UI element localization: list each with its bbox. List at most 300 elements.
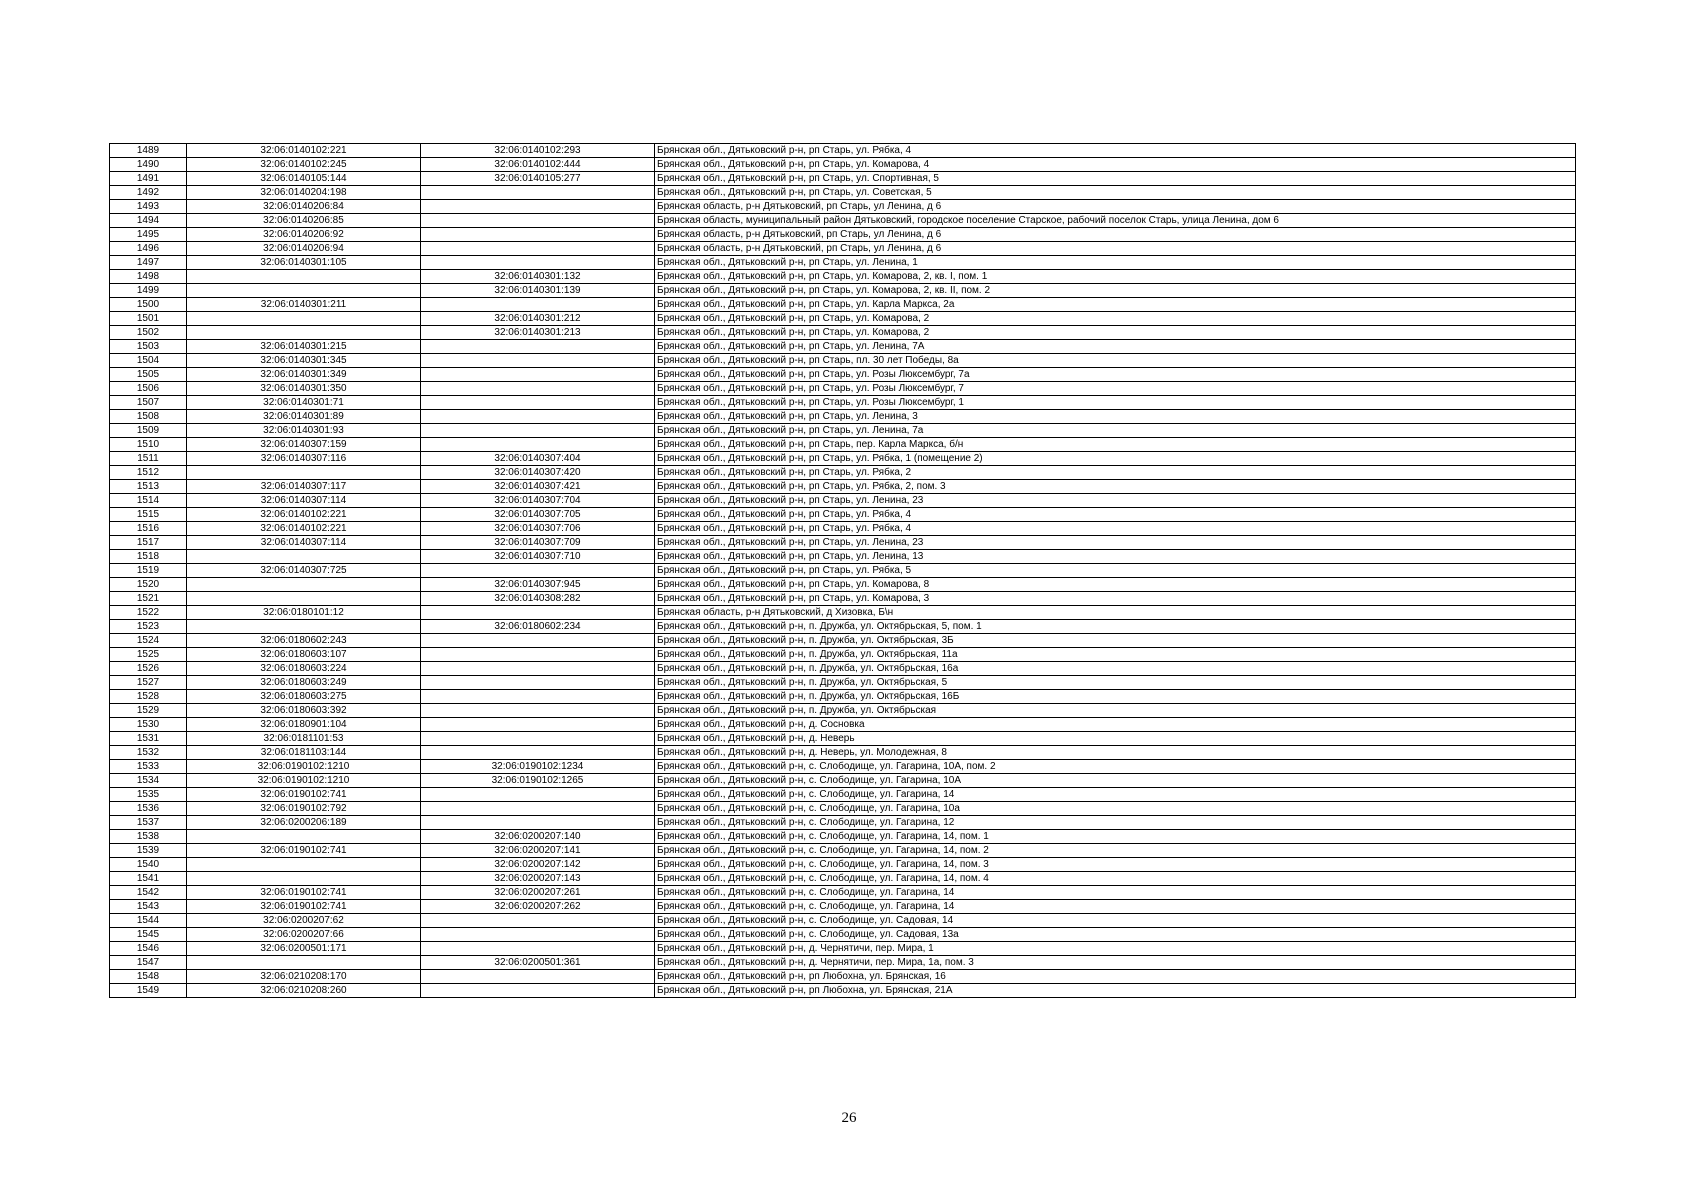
cadastral-number-land-cell: 32:06:0140301:71	[187, 396, 421, 410]
cadastral-number-object-cell: 32:06:0140307:420	[421, 466, 655, 480]
cadastral-number-object-cell	[421, 438, 655, 452]
table-row	[110, 634, 1576, 648]
cadastral-number-land-cell: 32:06:0210208:170	[187, 970, 421, 984]
cadastral-number-land-cell: 32:06:0210208:260	[187, 984, 421, 998]
cadastral-number-land-cell: 32:06:0190102:1210	[187, 760, 421, 774]
table-row	[110, 438, 1576, 452]
row-number-cell: 1542	[110, 886, 187, 900]
cadastral-number-object-cell	[421, 186, 655, 200]
cadastral-number-land-cell: 32:06:0200206:189	[187, 816, 421, 830]
cadastral-number-object-cell	[421, 914, 655, 928]
address-cell: Брянская обл., Дятьковский р-н, рп Старь, ул. Комарова, 4	[655, 158, 1576, 172]
address-cell: Брянская обл., Дятьковский р-н, рп Старь, ул. Рябка, 4	[655, 522, 1576, 536]
table-row	[110, 578, 1576, 592]
row-number-cell: 1497	[110, 256, 187, 270]
cadastral-number-object-cell: 32:06:0180602:234	[421, 620, 655, 634]
address-cell: Брянская обл., Дятьковский р-н, рп Старь, ул. Комарова, 2	[655, 326, 1576, 340]
row-number-cell: 1506	[110, 382, 187, 396]
cadastral-number-land-cell: 32:06:0140301:345	[187, 354, 421, 368]
row-number-cell: 1518	[110, 550, 187, 564]
row-number-cell: 1496	[110, 242, 187, 256]
cadastral-number-land-cell	[187, 592, 421, 606]
row-number-cell: 1528	[110, 690, 187, 704]
cadastral-number-object-cell	[421, 690, 655, 704]
cadastral-number-object-cell	[421, 816, 655, 830]
cadastral-number-land-cell: 32:06:0140307:725	[187, 564, 421, 578]
address-cell: Брянская обл., Дятьковский р-н, с. Слободище, ул. Гагарина, 14	[655, 900, 1576, 914]
row-number-cell: 1517	[110, 536, 187, 550]
row-number-cell: 1546	[110, 942, 187, 956]
row-number-cell: 1523	[110, 620, 187, 634]
cadastral-number-land-cell: 32:06:0140307:114	[187, 494, 421, 508]
table-row	[110, 858, 1576, 872]
address-cell: Брянская обл., Дятьковский р-н, с. Слободище, ул. Гагарина, 14, пом. 4	[655, 872, 1576, 886]
table-row	[110, 200, 1576, 214]
cadastral-number-object-cell	[421, 634, 655, 648]
table-row	[110, 746, 1576, 760]
cadastral-number-object-cell	[421, 200, 655, 214]
address-cell: Брянская обл., Дятьковский р-н, с. Слободище, ул. Гагарина, 10А, пом. 2	[655, 760, 1576, 774]
row-number-cell: 1532	[110, 746, 187, 760]
cadastral-number-object-cell	[421, 746, 655, 760]
cadastral-number-object-cell	[421, 606, 655, 620]
row-number-cell: 1509	[110, 424, 187, 438]
cadastral-number-land-cell	[187, 830, 421, 844]
row-number-cell: 1524	[110, 634, 187, 648]
cadastral-number-land-cell	[187, 466, 421, 480]
row-number-cell: 1492	[110, 186, 187, 200]
cadastral-number-land-cell: 32:06:0190102:741	[187, 788, 421, 802]
address-cell: Брянская обл., Дятьковский р-н, рп Старь, ул. Ленина, 1	[655, 256, 1576, 270]
address-cell: Брянская обл., Дятьковский р-н, с. Слободище, ул. Садовая, 13а	[655, 928, 1576, 942]
address-cell: Брянская обл., Дятьковский р-н, рп Старь, ул. Ленина, 13	[655, 550, 1576, 564]
row-number-cell: 1519	[110, 564, 187, 578]
row-number-cell: 1537	[110, 816, 187, 830]
cadastral-number-object-cell	[421, 382, 655, 396]
table-row	[110, 886, 1576, 900]
row-number-cell: 1511	[110, 452, 187, 466]
address-cell: Брянская обл., Дятьковский р-н, д. Неверь	[655, 732, 1576, 746]
cadastral-number-land-cell: 32:06:0190102:741	[187, 886, 421, 900]
cadastral-number-land-cell: 32:06:0140301:350	[187, 382, 421, 396]
cadastral-number-land-cell: 32:06:0190102:792	[187, 802, 421, 816]
cadastral-number-land-cell: 32:06:0140102:221	[187, 522, 421, 536]
table-row	[110, 522, 1576, 536]
table-row	[110, 466, 1576, 480]
row-number-cell: 1494	[110, 214, 187, 228]
address-cell: Брянская область, р-н Дятьковский, рп Старь, ул Ленина, д 6	[655, 228, 1576, 242]
cadastral-number-object-cell	[421, 662, 655, 676]
cadastral-number-object-cell: 32:06:0140102:444	[421, 158, 655, 172]
table-row	[110, 942, 1576, 956]
row-number-cell: 1547	[110, 956, 187, 970]
cadastral-number-land-cell: 32:06:0140307:116	[187, 452, 421, 466]
cadastral-number-land-cell	[187, 578, 421, 592]
cadastral-number-object-cell	[421, 214, 655, 228]
address-cell: Брянская обл., Дятьковский р-н, рп Старь, ул. Рябка, 2, пом. 3	[655, 480, 1576, 494]
table-row	[110, 718, 1576, 732]
table-row	[110, 158, 1576, 172]
table-row	[110, 340, 1576, 354]
table-row	[110, 662, 1576, 676]
address-cell: Брянская обл., Дятьковский р-н, рп Старь, ул. Рябка, 4	[655, 144, 1576, 158]
cadastral-number-object-cell	[421, 368, 655, 382]
address-cell: Брянская обл., Дятьковский р-н, рп Старь, ул. Розы Люксембург, 7а	[655, 368, 1576, 382]
row-number-cell: 1535	[110, 788, 187, 802]
table-row	[110, 732, 1576, 746]
row-number-cell: 1527	[110, 676, 187, 690]
table-row	[110, 480, 1576, 494]
address-cell: Брянская обл., Дятьковский р-н, рп Любохна, ул. Брянская, 16	[655, 970, 1576, 984]
cadastral-number-object-cell: 32:06:0200501:361	[421, 956, 655, 970]
cadastral-number-land-cell: 32:06:0140102:221	[187, 144, 421, 158]
row-number-cell: 1513	[110, 480, 187, 494]
table-row	[110, 186, 1576, 200]
cadastral-number-land-cell: 32:06:0140301:105	[187, 256, 421, 270]
table-row	[110, 970, 1576, 984]
cadastral-number-land-cell: 32:06:0140206:85	[187, 214, 421, 228]
address-cell: Брянская обл., Дятьковский р-н, рп Старь, ул. Рябка, 2	[655, 466, 1576, 480]
row-number-cell: 1512	[110, 466, 187, 480]
cadastral-number-land-cell: 32:06:0140301:349	[187, 368, 421, 382]
address-cell: Брянская обл., Дятьковский р-н, рп Старь, ул. Ленина, 23	[655, 494, 1576, 508]
table-row	[110, 830, 1576, 844]
address-cell: Брянская обл., Дятьковский р-н, рп Старь, ул. Комарова, 2, кв. I, пом. 1	[655, 270, 1576, 284]
cadastral-number-land-cell: 32:06:0140206:84	[187, 200, 421, 214]
address-cell: Брянская обл., Дятьковский р-н, рп Старь, ул. Ленина, 7А	[655, 340, 1576, 354]
table-row	[110, 508, 1576, 522]
cadastral-number-object-cell: 32:06:0140301:213	[421, 326, 655, 340]
table-row	[110, 536, 1576, 550]
row-number-cell: 1538	[110, 830, 187, 844]
row-number-cell: 1520	[110, 578, 187, 592]
cadastral-number-land-cell: 32:06:0140301:211	[187, 298, 421, 312]
cadastral-number-object-cell: 32:06:0200207:143	[421, 872, 655, 886]
cadastral-number-land-cell: 32:06:0200207:62	[187, 914, 421, 928]
cadastral-number-land-cell: 32:06:0200501:171	[187, 942, 421, 956]
cadastral-number-land-cell: 32:06:0140204:198	[187, 186, 421, 200]
cadastral-number-land-cell: 32:06:0181101:53	[187, 732, 421, 746]
address-cell: Брянская область, р-н Дятьковский, д Хизовка, Б\н	[655, 606, 1576, 620]
cadastral-number-object-cell	[421, 340, 655, 354]
cadastral-number-land-cell: 32:06:0180603:392	[187, 704, 421, 718]
cadastral-number-object-cell: 32:06:0140307:945	[421, 578, 655, 592]
row-number-cell: 1490	[110, 158, 187, 172]
address-cell: Брянская обл., Дятьковский р-н, п. Дружба, ул. Октябрьская, 5	[655, 676, 1576, 690]
address-cell: Брянская область, р-н Дятьковский, рп Старь, ул Ленина, д 6	[655, 200, 1576, 214]
address-cell: Брянская обл., Дятьковский р-н, рп Старь, ул. Розы Люксембург, 7	[655, 382, 1576, 396]
cadastral-number-land-cell: 32:06:0140102:221	[187, 508, 421, 522]
cadastral-number-object-cell: 32:06:0140307:404	[421, 452, 655, 466]
table-row	[110, 676, 1576, 690]
table-row	[110, 242, 1576, 256]
cadastral-number-object-cell: 32:06:0140307:710	[421, 550, 655, 564]
table-row	[110, 690, 1576, 704]
cadastral-number-land-cell	[187, 326, 421, 340]
cadastral-number-land-cell: 32:06:0180602:243	[187, 634, 421, 648]
row-number-cell: 1539	[110, 844, 187, 858]
cadastral-number-object-cell: 32:06:0140307:705	[421, 508, 655, 522]
cadastral-number-land-cell: 32:06:0140301:215	[187, 340, 421, 354]
address-cell: Брянская обл., Дятьковский р-н, рп Старь, ул. Спортивная, 5	[655, 172, 1576, 186]
cadastral-number-object-cell: 32:06:0140307:421	[421, 480, 655, 494]
address-cell: Брянская обл., Дятьковский р-н, с. Слободище, ул. Гагарина, 14	[655, 886, 1576, 900]
table-row	[110, 984, 1576, 998]
row-number-cell: 1510	[110, 438, 187, 452]
address-cell: Брянская обл., Дятьковский р-н, п. Дружба, ул. Октябрьская	[655, 704, 1576, 718]
cadastral-number-object-cell: 32:06:0200207:141	[421, 844, 655, 858]
cadastral-number-object-cell: 32:06:0190102:1234	[421, 760, 655, 774]
cadastral-number-object-cell	[421, 942, 655, 956]
address-cell: Брянская обл., Дятьковский р-н, с. Слободище, ул. Садовая, 14	[655, 914, 1576, 928]
table-row	[110, 760, 1576, 774]
address-cell: Брянская обл., Дятьковский р-н, д. Сосновка	[655, 718, 1576, 732]
row-number-cell: 1499	[110, 284, 187, 298]
address-cell: Брянская обл., Дятьковский р-н, д. Чернятичи, пер. Мира, 1а, пом. 3	[655, 956, 1576, 970]
table-row	[110, 550, 1576, 564]
row-number-cell: 1502	[110, 326, 187, 340]
cadastral-number-object-cell	[421, 732, 655, 746]
address-cell: Брянская область, р-н Дятьковский, рп Старь, ул Ленина, д 6	[655, 242, 1576, 256]
row-number-cell: 1549	[110, 984, 187, 998]
address-cell: Брянская обл., Дятьковский р-н, рп Старь, ул. Комарова, 8	[655, 578, 1576, 592]
cadastral-number-object-cell: 32:06:0140102:293	[421, 144, 655, 158]
row-number-cell: 1525	[110, 648, 187, 662]
row-number-cell: 1540	[110, 858, 187, 872]
row-number-cell: 1522	[110, 606, 187, 620]
cadastral-number-object-cell	[421, 256, 655, 270]
row-number-cell: 1531	[110, 732, 187, 746]
table-row	[110, 396, 1576, 410]
table-row	[110, 774, 1576, 788]
row-number-cell: 1516	[110, 522, 187, 536]
cadastral-number-land-cell: 32:06:0180603:224	[187, 662, 421, 676]
cadastral-number-object-cell	[421, 410, 655, 424]
cadastral-number-land-cell: 32:06:0200207:66	[187, 928, 421, 942]
table-row	[110, 564, 1576, 578]
table-row	[110, 816, 1576, 830]
page-number: 26	[841, 1110, 857, 1126]
cadastral-number-land-cell: 32:06:0140307:117	[187, 480, 421, 494]
cadastral-number-object-cell	[421, 718, 655, 732]
register-table-body	[110, 144, 1576, 998]
table-row	[110, 382, 1576, 396]
address-cell: Брянская обл., Дятьковский р-н, рп Старь, ул. Комарова, 3	[655, 592, 1576, 606]
cadastral-number-land-cell	[187, 858, 421, 872]
cadastral-number-object-cell	[421, 802, 655, 816]
table-row	[110, 368, 1576, 382]
cadastral-number-object-cell	[421, 424, 655, 438]
address-cell: Брянская обл., Дятьковский р-н, рп Старь, ул. Ленина, 23	[655, 536, 1576, 550]
address-cell: Брянская обл., Дятьковский р-н, рп Старь, ул. Карла Маркса, 2а	[655, 298, 1576, 312]
address-cell: Брянская обл., Дятьковский р-н, рп Старь, ул. Комарова, 2, кв. II, пом. 2	[655, 284, 1576, 298]
address-cell: Брянская обл., Дятьковский р-н, рп Старь, ул. Ленина, 3	[655, 410, 1576, 424]
cadastral-number-object-cell: 32:06:0190102:1265	[421, 774, 655, 788]
address-cell: Брянская обл., Дятьковский р-н, с. Слободище, ул. Гагарина, 14	[655, 788, 1576, 802]
row-number-cell: 1500	[110, 298, 187, 312]
address-cell: Брянская область, муниципальный район Дятьковский, городское поселение Старское, рабочий поселок Старь, улица Ленина, дом 6	[655, 214, 1576, 228]
address-cell: Брянская обл., Дятьковский р-н, д. Неверь, ул. Молодежная, 8	[655, 746, 1576, 760]
cadastral-number-object-cell: 32:06:0140301:132	[421, 270, 655, 284]
row-number-cell: 1536	[110, 802, 187, 816]
cadastral-number-land-cell: 32:06:0140301:93	[187, 424, 421, 438]
cadastral-number-land-cell: 32:06:0190102:741	[187, 844, 421, 858]
table-row	[110, 704, 1576, 718]
cadastral-number-object-cell: 32:06:0140105:277	[421, 172, 655, 186]
cadastral-number-land-cell: 32:06:0140307:159	[187, 438, 421, 452]
cadastral-number-land-cell	[187, 956, 421, 970]
row-number-cell: 1529	[110, 704, 187, 718]
table-row	[110, 592, 1576, 606]
row-number-cell: 1498	[110, 270, 187, 284]
cadastral-number-land-cell: 32:06:0140206:92	[187, 228, 421, 242]
address-cell: Брянская обл., Дятьковский р-н, рп Старь, ул. Рябка, 5	[655, 564, 1576, 578]
cadastral-number-object-cell: 32:06:0200207:262	[421, 900, 655, 914]
row-number-cell: 1526	[110, 662, 187, 676]
table-row	[110, 956, 1576, 970]
table-row	[110, 648, 1576, 662]
table-row	[110, 788, 1576, 802]
cadastral-register-table	[109, 143, 1576, 998]
address-cell: Брянская обл., Дятьковский р-н, рп Старь, пер. Карла Маркса, б/н	[655, 438, 1576, 452]
cadastral-number-land-cell: 32:06:0190102:1210	[187, 774, 421, 788]
address-cell: Брянская обл., Дятьковский р-н, с. Слободище, ул. Гагарина, 14, пом. 3	[655, 858, 1576, 872]
row-number-cell: 1521	[110, 592, 187, 606]
table-row	[110, 284, 1576, 298]
address-cell: Брянская обл., Дятьковский р-н, п. Дружба, ул. Октябрьская, 16а	[655, 662, 1576, 676]
cadastral-number-land-cell: 32:06:0180603:107	[187, 648, 421, 662]
cadastral-number-object-cell: 32:06:0200207:261	[421, 886, 655, 900]
cadastral-number-land-cell: 32:06:0140102:245	[187, 158, 421, 172]
cadastral-number-land-cell: 32:06:0140307:114	[187, 536, 421, 550]
address-cell: Брянская обл., Дятьковский р-н, п. Дружба, ул. Октябрьская, 5, пом. 1	[655, 620, 1576, 634]
row-number-cell: 1545	[110, 928, 187, 942]
cadastral-number-object-cell: 32:06:0140307:709	[421, 536, 655, 550]
table-row	[110, 354, 1576, 368]
row-number-cell: 1489	[110, 144, 187, 158]
cadastral-number-land-cell	[187, 270, 421, 284]
cadastral-number-object-cell: 32:06:0140307:704	[421, 494, 655, 508]
table-row	[110, 326, 1576, 340]
cadastral-number-object-cell	[421, 648, 655, 662]
cadastral-number-land-cell: 32:06:0140105:144	[187, 172, 421, 186]
table-row	[110, 312, 1576, 326]
table-row	[110, 298, 1576, 312]
table-row	[110, 172, 1576, 186]
cadastral-number-object-cell	[421, 788, 655, 802]
address-cell: Брянская обл., Дятьковский р-н, с. Слободище, ул. Гагарина, 14, пом. 1	[655, 830, 1576, 844]
table-row	[110, 452, 1576, 466]
row-number-cell: 1544	[110, 914, 187, 928]
row-number-cell: 1504	[110, 354, 187, 368]
cadastral-number-land-cell: 32:06:0180603:249	[187, 676, 421, 690]
row-number-cell: 1508	[110, 410, 187, 424]
row-number-cell: 1548	[110, 970, 187, 984]
row-number-cell: 1543	[110, 900, 187, 914]
address-cell: Брянская обл., Дятьковский р-н, рп Старь, ул. Советская, 5	[655, 186, 1576, 200]
cadastral-number-object-cell	[421, 354, 655, 368]
row-number-cell: 1491	[110, 172, 187, 186]
cadastral-number-object-cell	[421, 970, 655, 984]
row-number-cell: 1493	[110, 200, 187, 214]
address-cell: Брянская обл., Дятьковский р-н, рп Любохна, ул. Брянская, 21А	[655, 984, 1576, 998]
cadastral-number-object-cell	[421, 298, 655, 312]
cadastral-number-land-cell: 32:06:0181103:144	[187, 746, 421, 760]
row-number-cell: 1514	[110, 494, 187, 508]
cadastral-number-land-cell	[187, 872, 421, 886]
cadastral-number-object-cell	[421, 564, 655, 578]
cadastral-number-object-cell: 32:06:0140301:139	[421, 284, 655, 298]
address-cell: Брянская обл., Дятьковский р-н, с. Слободище, ул. Гагарина, 10А	[655, 774, 1576, 788]
cadastral-number-land-cell	[187, 550, 421, 564]
address-cell: Брянская обл., Дятьковский р-н, д. Чернятичи, пер. Мира, 1	[655, 942, 1576, 956]
cadastral-number-object-cell: 32:06:0140307:706	[421, 522, 655, 536]
address-cell: Брянская обл., Дятьковский р-н, рп Старь, ул. Ленина, 7а	[655, 424, 1576, 438]
table-row	[110, 620, 1576, 634]
row-number-cell: 1515	[110, 508, 187, 522]
table-row	[110, 900, 1576, 914]
address-cell: Брянская обл., Дятьковский р-н, рп Старь, пл. 30 лет Победы, 8а	[655, 354, 1576, 368]
cadastral-number-land-cell: 32:06:0140301:89	[187, 410, 421, 424]
cadastral-number-land-cell	[187, 284, 421, 298]
cadastral-number-object-cell: 32:06:0200207:140	[421, 830, 655, 844]
address-cell: Брянская обл., Дятьковский р-н, п. Дружба, ул. Октябрьская, 16Б	[655, 690, 1576, 704]
cadastral-number-object-cell	[421, 242, 655, 256]
table-row	[110, 256, 1576, 270]
cadastral-number-land-cell: 32:06:0190102:741	[187, 900, 421, 914]
address-cell: Брянская обл., Дятьковский р-н, с. Слободище, ул. Гагарина, 14, пом. 2	[655, 844, 1576, 858]
address-cell: Брянская обл., Дятьковский р-н, рп Старь, ул. Рябка, 1 (помещение 2)	[655, 452, 1576, 466]
table-row	[110, 144, 1576, 158]
address-cell: Брянская обл., Дятьковский р-н, рп Старь, ул. Розы Люксембург, 1	[655, 396, 1576, 410]
table-row	[110, 606, 1576, 620]
table-row	[110, 214, 1576, 228]
row-number-cell: 1530	[110, 718, 187, 732]
cadastral-number-land-cell: 32:06:0140206:94	[187, 242, 421, 256]
address-cell: Брянская обл., Дятьковский р-н, с. Слободище, ул. Гагарина, 12	[655, 816, 1576, 830]
address-cell: Брянская обл., Дятьковский р-н, п. Дружба, ул. Октябрьская, 3Б	[655, 634, 1576, 648]
address-cell: Брянская обл., Дятьковский р-н, рп Старь, ул. Комарова, 2	[655, 312, 1576, 326]
cadastral-number-object-cell	[421, 396, 655, 410]
cadastral-number-object-cell: 32:06:0200207:142	[421, 858, 655, 872]
address-cell: Брянская обл., Дятьковский р-н, с. Слободище, ул. Гагарина, 10а	[655, 802, 1576, 816]
address-cell: Брянская обл., Дятьковский р-н, рп Старь, ул. Рябка, 4	[655, 508, 1576, 522]
cadastral-number-object-cell	[421, 676, 655, 690]
row-number-cell: 1541	[110, 872, 187, 886]
cadastral-number-object-cell	[421, 228, 655, 242]
table-row	[110, 914, 1576, 928]
table-row	[110, 494, 1576, 508]
cadastral-number-object-cell: 32:06:0140301:212	[421, 312, 655, 326]
table-row	[110, 802, 1576, 816]
row-number-cell: 1505	[110, 368, 187, 382]
row-number-cell: 1507	[110, 396, 187, 410]
table-row	[110, 872, 1576, 886]
cadastral-number-object-cell	[421, 928, 655, 942]
cadastral-number-land-cell: 32:06:0180101:12	[187, 606, 421, 620]
cadastral-number-land-cell	[187, 620, 421, 634]
row-number-cell: 1503	[110, 340, 187, 354]
row-number-cell: 1495	[110, 228, 187, 242]
table-row	[110, 228, 1576, 242]
cadastral-number-land-cell	[187, 312, 421, 326]
cadastral-number-object-cell	[421, 704, 655, 718]
table-row	[110, 928, 1576, 942]
cadastral-number-object-cell: 32:06:0140308:282	[421, 592, 655, 606]
table-row	[110, 270, 1576, 284]
table-row	[110, 410, 1576, 424]
row-number-cell: 1533	[110, 760, 187, 774]
